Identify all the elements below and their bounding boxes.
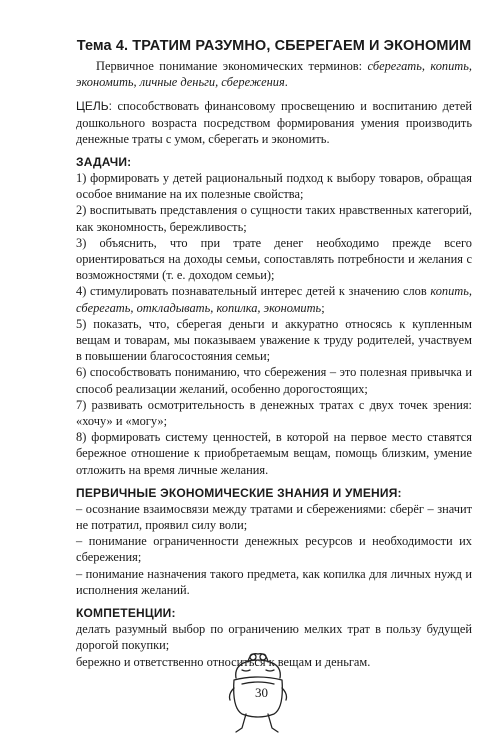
topic-title: Тема 4. ТРАТИМ РАЗУМНО, СБЕРЕГАЕМ И ЭКОНОМИМ (76, 38, 472, 54)
task-item: 3) объяснить, что при трате денег необходимо прежде всего ориентироваться на доходы семьи, сопоставлять потребности и желания с возможностями (т. е. доходом семьи); (76, 235, 472, 283)
task-item: 2) воспитывать представления о сущности таких нравственных категорий, как экономность, бережливость; (76, 203, 472, 234)
knowledge-list (76, 501, 472, 598)
task-item: 1) формировать у детей рациональный подход к выбору товаров, обращая особое внимание на их полезные свойства; (76, 171, 472, 202)
intro-text: Первичное понимание экономических терминов: (96, 59, 368, 73)
page-number: 30 (255, 685, 268, 700)
knowledge-item: – понимание ограниченности денежных ресурсов и необходимости их сбережения; (76, 534, 472, 565)
knowledge-heading: ПЕРВИЧНЫЕ ЭКОНОМИЧЕСКИЕ ЗНАНИЯ И УМЕНИЯ: (76, 485, 402, 500)
task-item: 5) показать, что, сберегая деньги и аккуратно относясь к купленным вещам и товарам, мы показываем уважение к труду родителей, участвуем в повышении благосостояния семьи; (76, 316, 472, 364)
intro-end: . (284, 75, 288, 90)
goal-text: способствовать финансовому просвещению и воспитанию детей дошкольного возраста посредством формирования умения производить денежные траты с умом, сберегать и экономить. (76, 99, 472, 146)
competency-item: бережно и ответственно относиться к вещам и деньгам. (76, 654, 371, 669)
task-item: 6) способствовать пониманию, что сбережения – это полезная привычка и способ реализации желаний, особенно дорогостоящих; (76, 365, 472, 396)
intro-terms: сберегать, копить, экономить, личные деньги, сбережения (76, 59, 472, 90)
knowledge-item: – осознание взаимосвязи между тратами и сбережениями: сберёг – значит не потратил, проявил силу воли; (76, 501, 472, 533)
tasks-list (76, 170, 472, 478)
task-item (76, 283, 472, 315)
task-item: 7) развивать осмотрительность в денежных тратах с двух точек зрения: «хочу» и «могу»; (76, 397, 472, 429)
tasks-heading: ЗАДАЧИ: (76, 155, 132, 170)
task-4-end: ; (321, 300, 325, 315)
competencies-heading: КОМПЕТЕНЦИИ: (76, 606, 176, 621)
competency-item: делать разумный выбор по ограничению мелких трат в пользу будущей дорогой покупки; (76, 622, 472, 653)
task-4-terms: копить, сберегать, откладывать, копилка, экономить (76, 284, 472, 315)
goal-label: ЦЕЛЬ: (76, 99, 112, 114)
knowledge-item: – понимание назначения такого предмета, как копилка для личных нужд и исполнения желаний. (76, 566, 472, 597)
task-4-text: 4) стимулировать познавательный интерес детей к значению слов (76, 284, 431, 299)
task-item: 8) формировать систему ценностей, в которой на первое место ставятся бережное отношение к приобретаемым вещам, помощь близким, умение отложить на время личные желания. (76, 430, 472, 477)
goal-paragraph (76, 98, 472, 147)
intro-paragraph (76, 58, 472, 90)
